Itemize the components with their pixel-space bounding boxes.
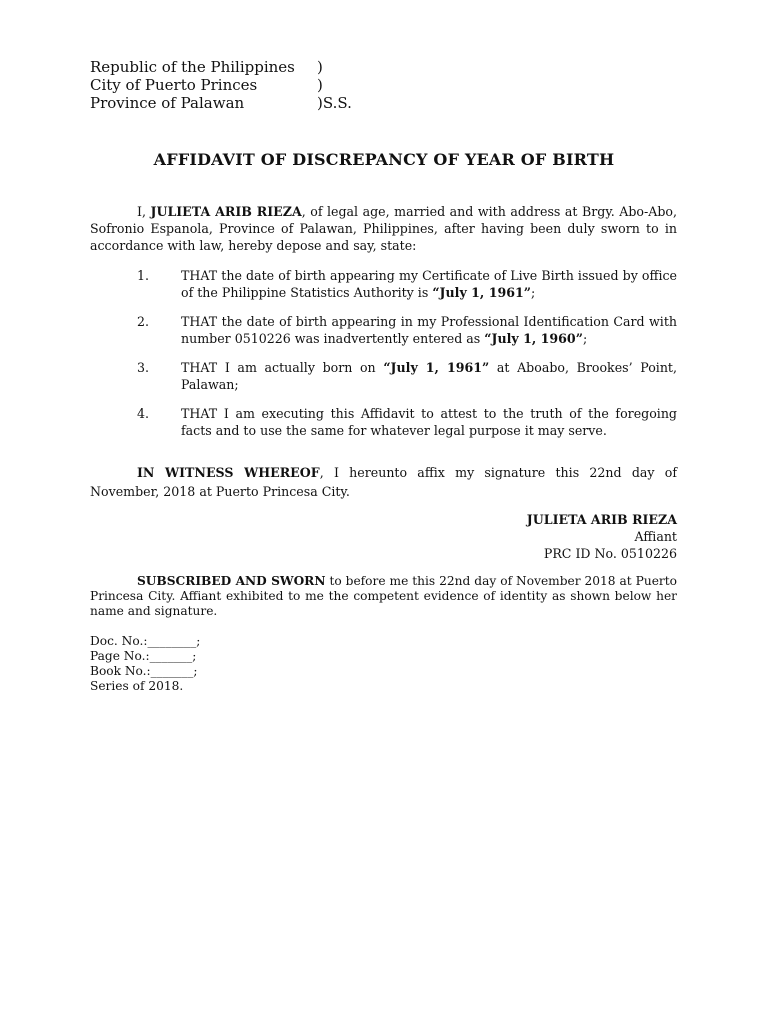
notarial-registry xyxy=(90,634,200,694)
item-number: 1. xyxy=(137,268,150,283)
intro-prefix: I, xyxy=(137,204,151,219)
venue-paren: ) xyxy=(317,58,323,76)
item-date: “July 1, 1961” xyxy=(383,360,490,375)
list-item xyxy=(90,359,677,393)
witness-heading: IN WITNESS WHEREOF xyxy=(137,465,320,480)
item-number: 2. xyxy=(137,314,150,329)
list-item xyxy=(90,405,677,439)
intro-paragraph xyxy=(90,203,677,254)
item-text-before: THAT the date of birth appearing in my Professional Identification Card with number 0510226 was inadvertently entered as xyxy=(181,314,677,346)
venue-country: Republic of the Philippines xyxy=(90,58,295,76)
item-text-after: ; xyxy=(530,285,536,300)
item-text xyxy=(181,359,677,393)
jurat-heading: SUBSCRIBED AND SWORN xyxy=(137,574,326,588)
item-text-before: THAT I am actually born on xyxy=(181,360,384,375)
document-title: AFFIDAVIT OF DISCREPANCY OF YEAR OF BIRTH xyxy=(153,150,615,169)
item-number: 3. xyxy=(137,360,150,375)
list-item xyxy=(90,313,677,347)
jurat-text: to before me this 22nd day of November 2018 at Puerto Princesa City. Affiant exhibited to me the competent evidence of identity as shown below her name and signature. xyxy=(90,574,677,618)
item-text-before: THAT the date of birth appearing my Certificate of Live Birth issued by office of the Philippine Statistics Authority is xyxy=(181,268,677,300)
item-text xyxy=(181,313,677,347)
jurat-paragraph xyxy=(90,574,677,619)
venue-ss: )S.S. xyxy=(317,94,352,112)
signatory-role: Affiant xyxy=(634,529,677,544)
affiant-name: JULIETA ARIB RIEZA xyxy=(150,204,302,219)
witness-text: , I hereunto affix my signature this 22nd day of November, 2018 at Puerto Princesa City. xyxy=(90,465,678,499)
item-text xyxy=(181,267,677,301)
item-text-after: ; xyxy=(582,331,588,346)
item-number: 4. xyxy=(137,406,150,421)
signatory-id: PRC ID No. 0510226 xyxy=(543,546,677,561)
venue-city: City of Puerto Princes xyxy=(90,76,258,94)
item-text-before: THAT I am executing this Affidavit to attest to the truth of the foregoing facts and to use the same for whatever legal purpose it may serve. xyxy=(181,406,677,438)
venue-province: Province of Palawan xyxy=(90,94,245,112)
series-year: Series of 2018. xyxy=(90,679,184,693)
signatory-name: JULIETA ARIB RIEZA xyxy=(526,512,677,527)
item-date: “July 1, 1960” xyxy=(484,331,583,346)
witness-paragraph xyxy=(90,463,677,501)
signature-block xyxy=(527,511,677,562)
item-text-after: at Aboabo, Brookes’ Point, Palawan; xyxy=(181,360,677,392)
doc-number: Doc. No.:________; xyxy=(90,634,201,648)
page-number: Page No.:_______; xyxy=(90,649,197,663)
book-number: Book No.:_______; xyxy=(90,664,198,678)
item-text xyxy=(181,405,677,439)
intro-text: , of legal age, married and with address at Brgy. Abo-Abo, Sofronio Espanola, Province of Palawan, Philippines, after having been duly sworn to in accordance with law, hereby depose and say, state: xyxy=(90,204,678,253)
venue-paren: ) xyxy=(317,76,323,94)
item-date: “July 1, 1961” xyxy=(432,285,531,300)
list-item xyxy=(90,267,677,301)
